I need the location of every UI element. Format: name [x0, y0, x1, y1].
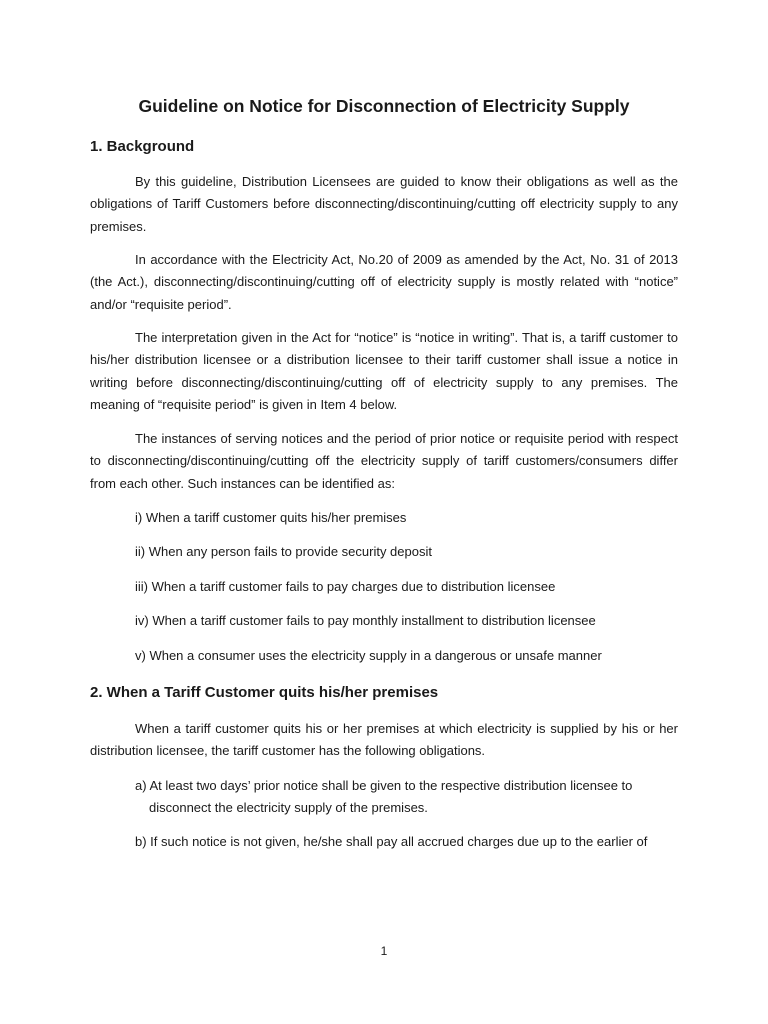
list-item: iii) When a tariff customer fails to pay charges due to distribution licensee: [135, 579, 556, 594]
list-item: b) If such notice is not given, he/she shall pay all accrued charges due up to the earlier of: [135, 834, 648, 849]
paragraph: The instances of serving notices and the period of prior notice or requisite period with respect to disconnecting/discontinuing/cutting off the electricity supply of tariff customers/consumers differ from each other. Such instances can be identified as:: [90, 431, 678, 491]
list-item: iv) When a tariff customer fails to pay monthly installment to distribution licensee: [135, 613, 596, 628]
list-item: a) At least two days’ prior notice shall be given to the respective distribution licensee to disconnect the electricity supply of the premises.: [135, 778, 633, 816]
list-item: ii) When any person fails to provide security deposit: [135, 544, 432, 559]
page-number: 1: [380, 944, 388, 958]
list-item: i) When a tariff customer quits his/her premises: [135, 510, 407, 525]
list-item: v) When a consumer uses the electricity supply in a dangerous or unsafe manner: [135, 648, 602, 663]
paragraph: The interpretation given in the Act for “notice” is “notice in writing”. That is, a tariff customer to his/her distribution licensee or a distribution licensee to their tariff customer shall issue a notice in writing before disconnecting/discontinuing/cutting off of electricity supply to any premises. The meaning of “requisite period” is given in Item 4 below.: [90, 330, 678, 412]
paragraph: When a tariff customer quits his or her premises at which electricity is supplied by his or her distribution licensee, the tariff customer has the following obligations.: [90, 721, 678, 759]
paragraph: By this guideline, Distribution Licensees are guided to know their obligations as well as the obligations of Tariff Customers before disconnecting/discontinuing/cutting off electricity supply to any premises.: [90, 174, 678, 234]
section-heading-background: 1. Background: [90, 138, 195, 155]
section-heading-quits-premises: 2. When a Tariff Customer quits his/her premises: [90, 684, 439, 701]
document-title: Guideline on Notice for Disconnection of Electricity Supply: [138, 96, 630, 116]
paragraph: In accordance with the Electricity Act, No.20 of 2009 as amended by the Act, No. 31 of 2013 (the Act.), disconnecting/discontinuing/cutting off of electricity supply is mostly related with “notice” and/or “requisite period”.: [90, 252, 678, 312]
